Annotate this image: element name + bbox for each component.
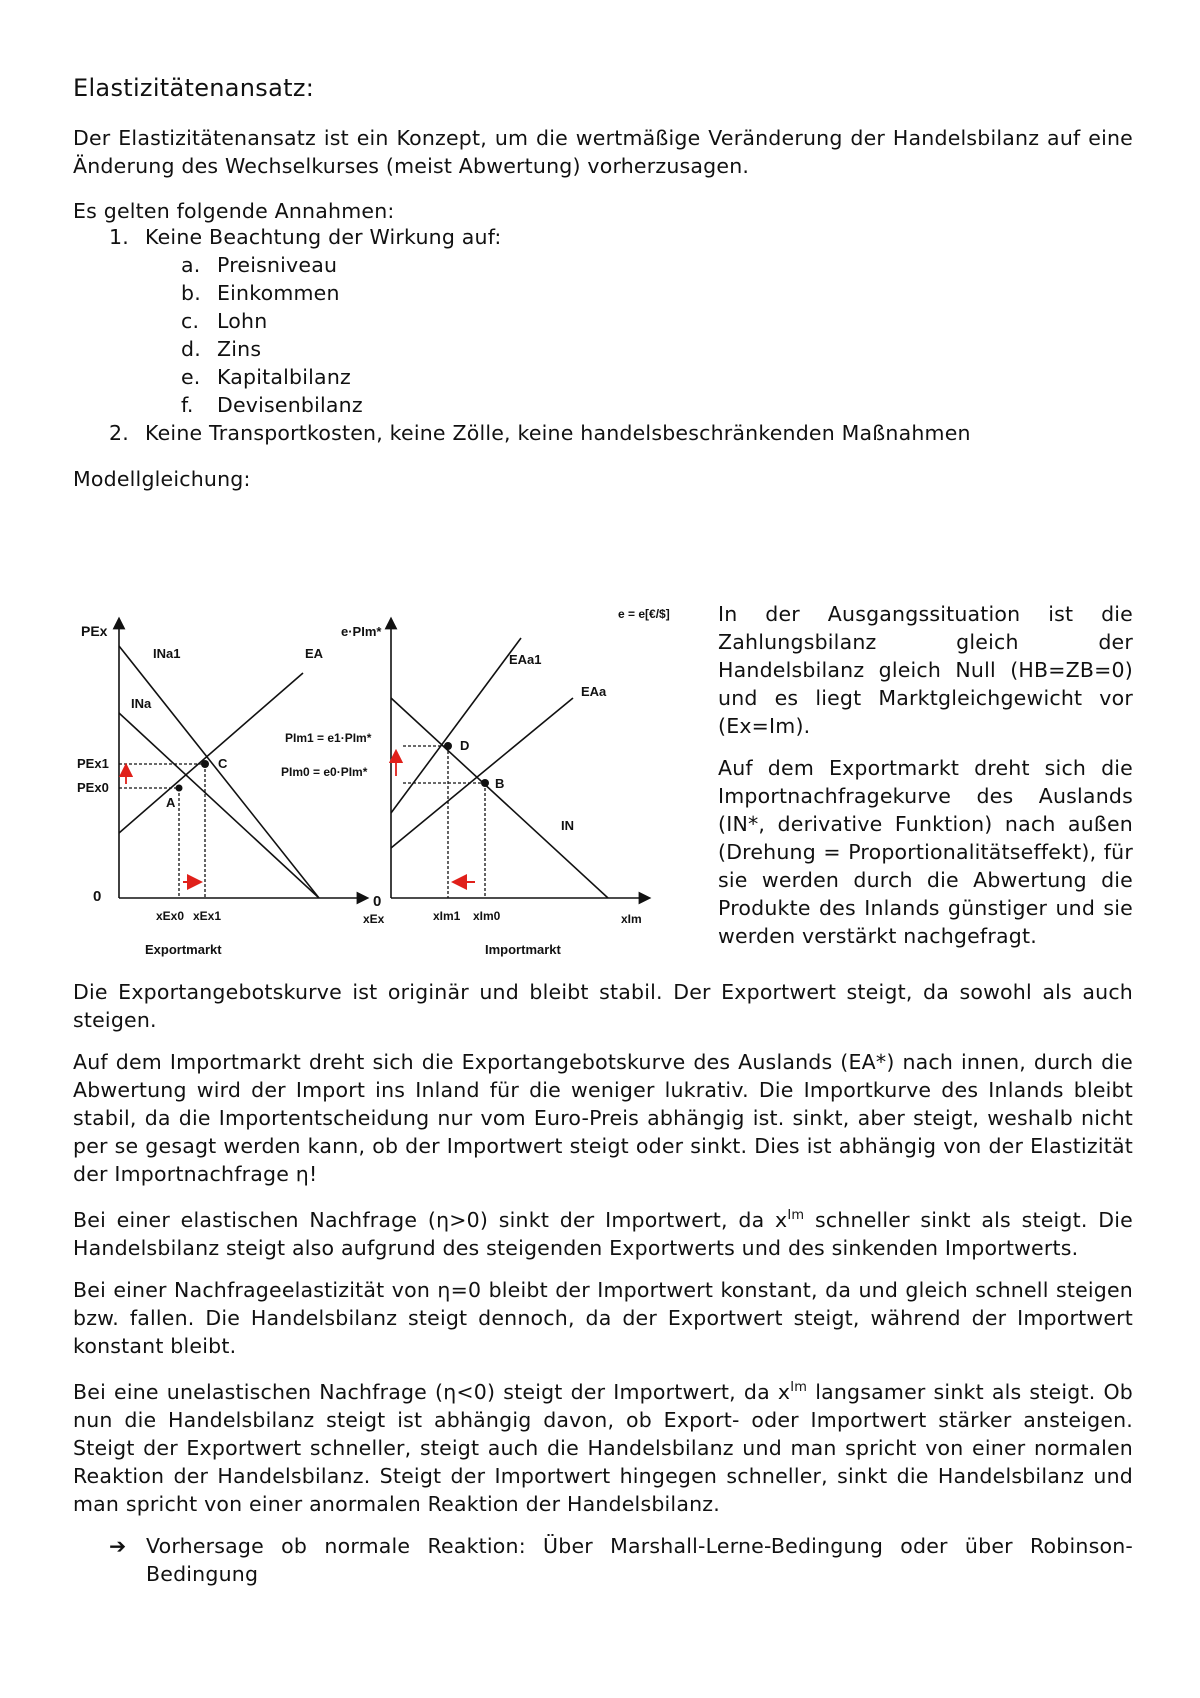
label-x-ex-0: xEx0 (156, 909, 185, 923)
assumptions-heading: Es gelten folgende Annahmen: (73, 199, 395, 223)
sub-item (145, 391, 1133, 419)
sub-text: Lohn (217, 309, 268, 333)
assumptions-list (73, 223, 1133, 447)
side-paragraph: Auf dem Exportmarkt dreht sich die Importnachfragekurve des Auslands (IN*, derivative Funktion) nach außen (Drehung = Proportionalitätseffekt), für sie werden durch die Abwertung die Produkte des Inlands günstiger und sie werden verstärkt nachgefragt. (718, 756, 1133, 948)
label-ea-export: EA (305, 646, 324, 661)
main-text (73, 978, 1133, 1602)
intro-paragraph: Der Elastizitätenansatz ist ein Konzept, um die wertmäßige Veränderung der Handelsbilanz auf eine Änderung des Wechselkurses (meist Abwertung) vorherzusagen. (73, 126, 1133, 178)
paragraph-elastic (73, 1202, 1133, 1262)
label-p-ex-0: PEx0 (77, 780, 109, 795)
assumption-text: Keine Beachtung der Wirkung auf: (145, 225, 502, 249)
sub-list (145, 251, 1133, 419)
conclusion-item (73, 1532, 1133, 1588)
inelastic-text-b: langsamer sinkt als steigt. Ob nun die Handelsbilanz steigt ist abhängig davon, ob Export- oder Importwert stärker ansteigen. Steigt der Exportwert schneller, steigt auch die Handelsbilanz und man spricht von einer normalen Reaktion der Handelsbilanz. Steigt der Importwert hingegen schneller, sinkt die Handelsbilanz und man spricht von einer anormalen Reaktion der Handelsbilanz. (73, 1379, 1133, 1516)
label-p-ex-1: PEx1 (77, 756, 109, 771)
point-d (444, 742, 452, 750)
assumption-item (73, 223, 1133, 419)
side-paragraph: In der Ausgangssituation ist die Zahlungsbilanz gleich der Handelsbilanz gleich Null (HB=ZB=0) und es liegt Marktgleichgewicht vor (Ex=Im). (718, 602, 1133, 738)
curve-ea-a (391, 698, 573, 848)
label-in-a1: INa1 (153, 646, 181, 661)
sub-number: e. (181, 365, 201, 389)
paragraph-export-stable: Die Exportangebotskurve ist originär und bleibt stabil. Der Exportwert steigt, da sowohl als auch steigen. (73, 980, 1133, 1032)
inelastic-sup: Im (790, 1379, 808, 1395)
exchange-rate-label: e = e[€/$] (618, 607, 670, 621)
label-point-b: B (495, 776, 505, 791)
label-x-im-0: xIm0 (473, 909, 501, 923)
sub-number: b. (181, 281, 201, 305)
list-number: 2. (109, 421, 129, 445)
point-b (481, 779, 489, 787)
sub-text: Zins (217, 337, 262, 361)
sub-text: Devisenbilanz (217, 393, 363, 417)
label-ea-a1: EAa1 (509, 652, 542, 667)
label-p-im-0: PIm0 = e0·PIm* (281, 765, 368, 779)
sub-item (145, 363, 1133, 391)
export-origin: 0 (93, 888, 102, 905)
export-market-chart (77, 623, 385, 957)
arrow-right-icon: ➔ (109, 1533, 127, 1558)
paragraph-import-market: Auf dem Importmarkt dreht sich die Exportangebotskurve des Auslands (EA*) nach innen, durch die Abwertung wird der Import ins Inland für die weniger lukrativ. Die Importkurve des Inlands bleibt stabil, da die Importentscheidung nur vom Euro-Preis abhängig ist. sinkt, aber steigt, weshalb nicht per se gesagt werden kann, ob der Importwert steigt oder sinkt. Dies ist abhängig von der Elastizität der Importnachfrage η! (73, 1050, 1133, 1186)
sub-text: Preisniveau (217, 253, 338, 277)
elastic-text-b: schneller sinkt als steigt. Die Handelsbilanz steigt also aufgrund des steigenden Exportwerts und des sinkenden Importwerts. (73, 1207, 1133, 1260)
point-a (176, 785, 183, 792)
sub-item (145, 307, 1133, 335)
point-c (201, 760, 209, 768)
label-point-a: A (166, 795, 176, 810)
export-x-axis-label: xEx (363, 912, 385, 926)
sub-text: Einkommen (217, 281, 340, 305)
model-heading: Modellgleichung: (73, 467, 251, 491)
label-x-ex-1: xEx1 (193, 909, 222, 923)
sub-number: f. (181, 393, 194, 417)
inelastic-text-a: Bei eine unelastischen Nachfrage (η<0) steigt der Importwert, da x (73, 1379, 791, 1404)
import-origin: 0 (373, 893, 382, 910)
import-y-axis-label: e·PIm* (341, 624, 382, 639)
market-diagram (73, 598, 698, 978)
assumption-item (73, 419, 1133, 447)
list-number: 1. (109, 225, 129, 249)
sub-item (145, 279, 1133, 307)
label-p-im-1: PIm1 = e1·PIm* (285, 731, 372, 745)
elastic-text-a: Bei einer elastischen Nachfrage (η>0) sinkt der Importwert, da x (73, 1207, 788, 1232)
page-title: Elastizitätenansatz: (73, 74, 315, 102)
paragraph-zero-elasticity: Bei einer Nachfrageelastizität von η=0 bleibt der Importwert konstant, da und gleich schnell steigen bzw. fallen. Die Handelsbilanz steigt dennoch, da der Exportwert steigt, während der Importwert konstant bleibt. (73, 1277, 1133, 1358)
export-y-axis-label: PEx (81, 623, 108, 639)
assumption-text: Keine Transportkosten, keine Zölle, keine handelsbeschränkenden Maßnahmen (145, 421, 971, 445)
side-text (718, 600, 1133, 950)
sub-number: a. (181, 253, 201, 277)
elastic-sup: Im (787, 1208, 805, 1223)
sub-number: c. (181, 309, 200, 333)
sub-item (145, 335, 1133, 363)
conclusion-text: Vorhersage ob normale Reaktion: Über Marshall-Lerne-Bedingung oder über Robinson-Bedingung (146, 1533, 1133, 1586)
label-in-a: INa (131, 696, 152, 711)
curve-in-import (391, 698, 608, 898)
sub-number: d. (181, 337, 201, 361)
paragraph-inelastic (73, 1374, 1133, 1518)
import-market-caption: Importmarkt (485, 942, 561, 957)
import-market-chart (281, 623, 645, 957)
sub-text: Kapitalbilanz (217, 365, 351, 389)
export-market-caption: Exportmarkt (145, 942, 222, 957)
label-in-import: IN (561, 818, 574, 833)
label-point-c: C (218, 756, 228, 771)
import-x-axis-label: xIm (621, 912, 642, 926)
label-ea-a: EAa (581, 684, 607, 699)
label-x-im-1: xIm1 (433, 909, 461, 923)
label-point-d: D (460, 738, 470, 753)
sub-item (145, 251, 1133, 279)
